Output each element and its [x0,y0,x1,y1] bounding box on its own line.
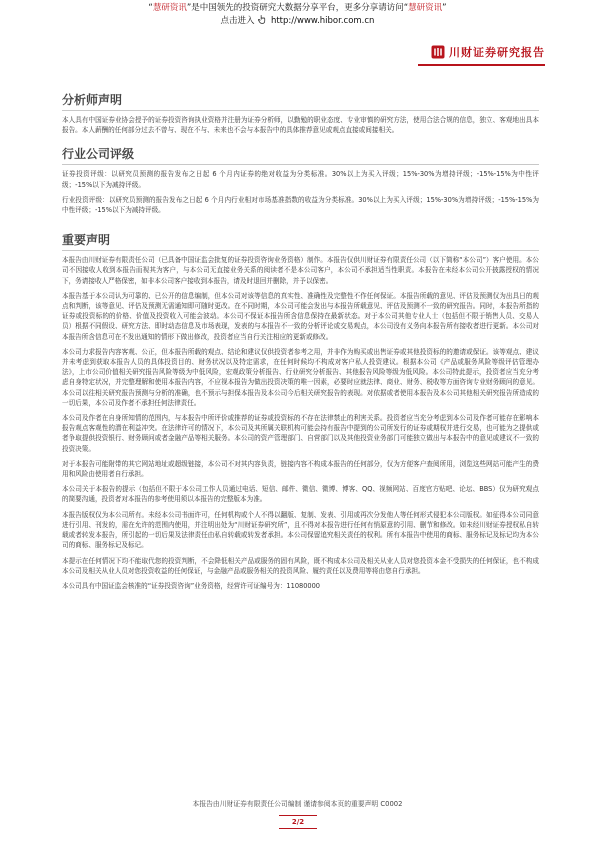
chuancai-logo-icon [431,45,445,59]
header-logo [431,44,545,60]
industry-rating-text: 行业投资评级：以研究员预测的报告发布之日起 6 个月内行业相对市场基准指数的收益为分类标准。30%以上为买入评级；15%-30%为增持评级；-15%-15%为中性评级；-15%以下为减持评级。 [62,195,539,215]
disclaimer-paragraph: 本报告基于本公司认为可靠的、已公开的信息编制，但本公司对该等信息的真实性、准确性及完整性不作任何保证。本报告所载的意见、评估及预测仅为出具日的观点和判断，该等意见、评估及预测无需通知即可随时更改。在不同时期，本公司可能会发出与本报告所载意见、评估及预测不一致的研究报告。同时，本报告所指的证券或投资标的的价格、价值及投资收入可能会波动。本公司不保证本报告所含信息保持在最新状态。对于本公司其他专业人士（包括但不限于销售人员、交易人员）根据不同假设、研究方法、即时动态信息及市场表现，发表的与本报告不一致的分析评论或交易观点，本公司没有义务向本报告所有接收者进行更新。本公司对本报告所含信息可在不发出通知的情形下做出修改，投资者应当自行关注相应的更新或修改。 [62,291,539,341]
disclaimer-paragraph: 本公司及作者在自身所知情的范围内，与本报告中所评价或推荐的证券或投资标的不存在法律禁止的利害关系。投资者应当充分考虑到本公司及作者可能存在影响本报告观点客观性的潜在利益冲突。在法律许可的情况下，本公司及其所属关联机构可能会持有报告中提到的公司所发行的证券或期权并进行交易，也可能为之提供或者争取提供投资银行、财务顾问或者金融产品等相关服务。本公司的资产管理部门、自营部门以及其他投资业务部门可能独立做出与本报告中的意见或建议不一致的投资决策。 [62,414,539,453]
stock-rating-text: 证券投资评级：以研究员预测的报告发布之日起 6 个月内证券的绝对收益为分类标准。30%以上为买入评级；15%-30%为增持评级；-15%-15%为中性评级；-15%以下为减持评级。 [62,170,539,189]
disclaimer-paragraph: 本提示在任何情况下均不能取代您的投资判断，不会降低相关产品或服务的固有风险，既不构成本公司及相关从业人员对您投资本金不受损失的任何保证，也不构成本公司及相关从业人员对您投资收益的任何保证，与金融产品或服务相关的投资风险、履约责任以及费用等将由您自行承担。 [62,556,539,575]
banner-line-1 [0,2,595,14]
banner-brand-2[interactable]: 慧研资讯 [408,3,443,13]
analyst-section-title: 分析师声明 [62,93,123,107]
disclaimer-section-title: 重要声明 [62,233,111,248]
section-divider [62,110,539,111]
page-number: 2/2 [279,815,317,829]
disclaimer-paragraph: 本报告版权仅为本公司所有。未经本公司书面许可，任何机构或个人不得以翻版、复制、发表、引用或再次分发他人等任何形式侵犯本公司版权。如征得本公司同意进行引用、刊发的，需在允许的范围内使用，并注明出处为“川财证券研究所”，且不得对本报告进行任何有悄原意的引用、删节和修改。如未经川财证券授权私自转载或者转发本报告，所引起的一切后果及法律责任由私自转载或转发者承担。本公司保留追究相关责任的权利。所有本报告中使用的商标、服务标记及标记均为本公司的商标、服务标记及标记。 [62,510,539,550]
disclaimer-paragraph: 对于本报告可能附带的其它网站地址或超级链接，本公司不对其内容负责，链接内容不构成本报告的任何部分，仅为方便客户查阅所用，浏览这些网站可能产生的费用和风险由使用者自行承担。 [62,459,539,479]
disclaimer-paragraph: 本报告由川财证券有限责任公司（已具备中国证监会批复的证券投资咨询业务资格）制作。本报告仅供川财证券有限责任公司（以下简称“本公司”）客户使用。本公司不因接收人收到本报告而视其为客户，与本公司无直接业务关系的阅读者不是本公司客户，本公司不承担适当性职责。本报告在未经本公司公开披露授权的情况下，务请接收人严格保密，如非本公司客户接收到本报告，请及时退回并删除，并予以保密。 [62,256,539,285]
analyst-statement: 本人具有中国证券业协会授予的证券投资咨询执业资格并注册为证券分析师，以勤勉的职业态度、专业审慎的研究方法，使用合法合规的信息，独立、客观地出具本报告。本人薪酬的任何部分过去不曾与、现在不与、未来也不会与本报告中的具体推荐意见或观点直接或间接相关。 [62,116,539,135]
banner-text: ”是中国领先的投资研究大数据分享平台，更多分享请访问“ [186,3,409,13]
banner-line-2[interactable] [0,14,595,27]
section-divider [62,164,539,165]
license-paragraph: 本公司具有中国证监会核准的“证券投资咨询”业务资格，经营许可证编号为：11080000 [62,581,320,590]
footer-note: 本报告由川财证券有限责任公司编制 谨请参阅本页的重要声明 C0002 [192,800,403,808]
section-divider [62,250,539,251]
header-brand-title: 川财证券研究报告 [449,46,545,59]
banner-quote-close: ” [442,3,447,13]
disclaimer-paragraph: 本公司关于本报告的提示（包括但不限于本公司工作人员通过电话、短信、邮件、微信、微博、博客、QQ、视频网站、百度官方贴吧、论坛、BBS）仅为研究观点的简要沟通，投资者对本报告的参考使用须以本报告的完整版本为准。 [62,485,539,504]
banner-brand-1[interactable]: 慧研资讯 [152,3,187,13]
banner-quote-open: “ [148,3,153,13]
disclaimer-paragraph: 本公司力求报告内容客观、公正，但本报告所载的观点、结论和建议仅供投资者参考之用，并非作为购买或出售证券或其他投资标的的邀请或保证。该等观点、建议并未考虑到获取本报告人员的具体投资目的、财务状况以及特定需求，在任何时候均不构成对客户私人投资建议。根据本公司《产品或服务风险等级评估管理办法》，上市公司价值相关研究报告风险等级为中低风险，宏观政策分析报告、行业研究分析报告、其他报告风险等级为低风险。本公司特此提示，投资者应当充分考虑自身特定状况，并完整理解和使用本报告内容，不应视本报告为做出投资决策的唯一因素，必要时应就法律、商业、财务、税收等方面咨询专业财务顾问的意见。本公司以往相关研究报告预测与分析的准确，也不预示与担保本报告及本公司今后相关研究报告的表现。对依据或者使用本报告及本公司其他相关研究报告所造成的一切后果，本公司及作者不承担任何法律责任。 [62,347,539,407]
banner-enter-text[interactable]: 点击进入 [220,16,255,26]
pointer-hand-icon [258,14,267,24]
document-content [62,92,539,596]
banner-url-link[interactable]: http://www.hibor.com.cn [270,16,375,26]
top-banner [0,2,595,27]
header-rule [418,64,545,66]
rating-section-title: 行业公司评级 [62,147,135,162]
